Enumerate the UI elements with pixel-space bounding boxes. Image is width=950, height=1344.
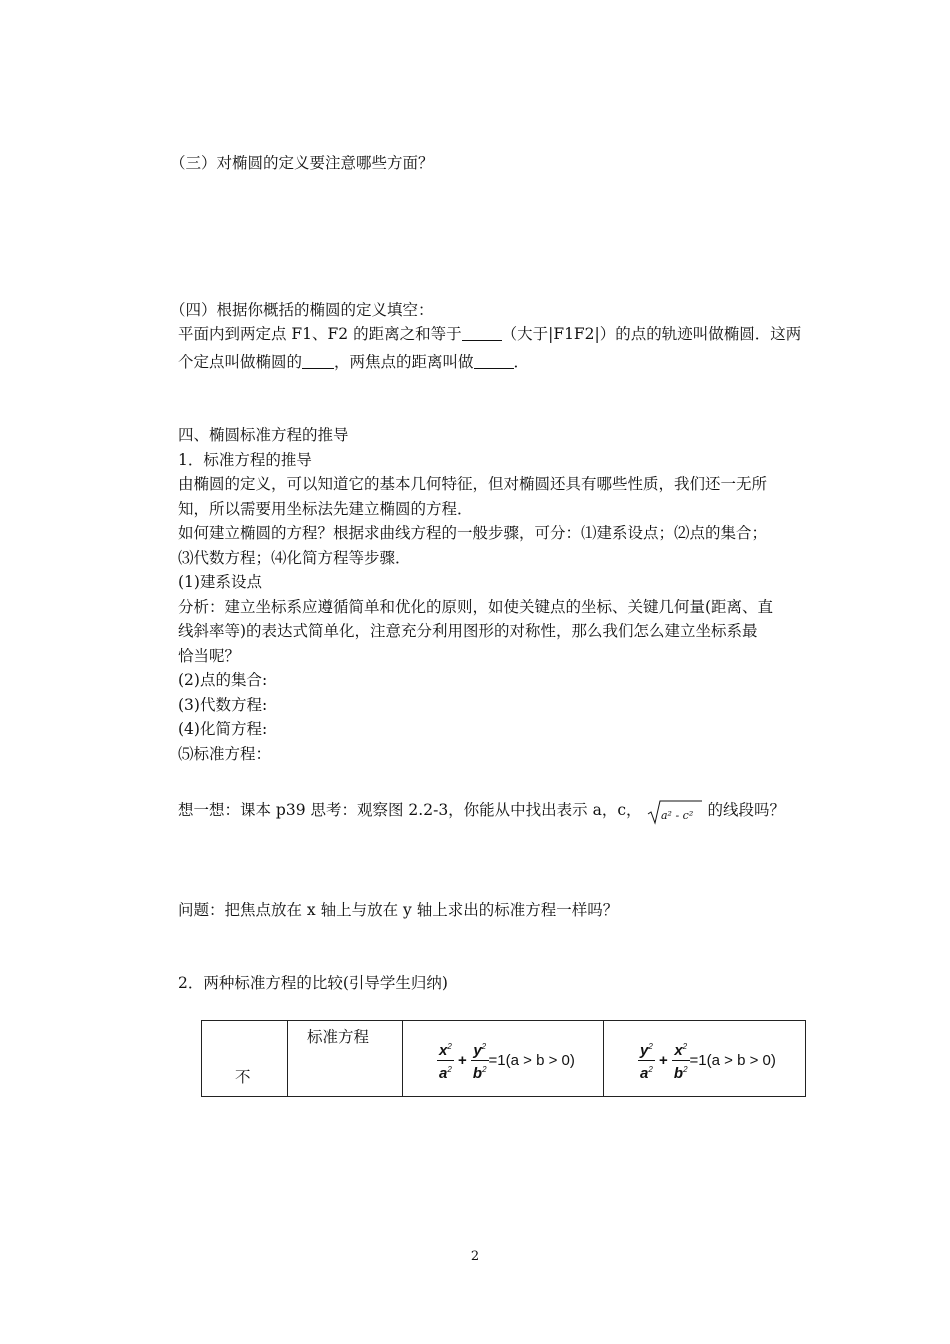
blank-1 [462, 324, 502, 341]
sqrt-expression-icon [646, 797, 704, 827]
svg-text:a² - c²: a² - c² [660, 809, 693, 822]
think-text: 的线段吗？ [707, 801, 786, 819]
question-line: 问题：把焦点放在 x 轴上与放在 y 轴上求出的标准方程一样吗？ [178, 901, 619, 919]
paragraph-line: 由椭圆的定义，可以知道它的基本几何特征，但对椭圆还具有哪些性质，我们还一无所 [178, 475, 768, 493]
analysis-line: 线斜率等)的表达式简单化，注意充分利用图形的对称性，那么我们怎么建立坐标系最 [178, 622, 758, 640]
section-san-heading: （三）对椭圆的定义要注意哪些方面？ [170, 154, 434, 172]
step-5: ⑸标准方程： [178, 744, 272, 763]
step-2: (2)点的集合: [178, 671, 268, 689]
table-cell-label [202, 1021, 288, 1097]
think-line [178, 797, 818, 822]
paragraph-line: 如何建立椭圆的方程？根据求曲线方程的一般步骤，可分：⑴建系设点；⑵点的集合； [178, 524, 768, 542]
fill-text: 个定点叫做椭圆的 [178, 353, 303, 371]
paragraph-line: ⑶代数方程；⑷化简方程等步骤． [178, 548, 411, 567]
comparison-table [201, 1020, 806, 1097]
fill-line-2 [178, 350, 818, 375]
table-cell-header [288, 1021, 403, 1097]
fill-text: （大于|F1F2|）的点的轨迹叫做椭圆．这两 [501, 325, 802, 343]
table-cell-equation-x [403, 1021, 604, 1097]
paragraph-line: 知，所以需要用坐标法先建立椭圆的方程． [178, 499, 473, 518]
derivation-block [178, 423, 818, 766]
blank-2 [302, 352, 334, 369]
cell-text: 不 [235, 1068, 251, 1086]
fill-text: 平面内到两定点 F1、F2 的距离之和等于 [178, 325, 462, 343]
section-si-heading: （四）根据你概括的椭圆的定义填空： [170, 301, 434, 319]
derivation-heading: 四、椭圆标准方程的推导 [178, 426, 349, 444]
think-text: 想一想：课本 p39 思考：观察图 2.2-3，你能从中找出表示 a，c， [178, 801, 642, 819]
fill-text: ，两焦点的距离叫做 [334, 353, 474, 371]
table-cell-equation-y [604, 1021, 806, 1097]
step-1: (1)建系设点 [178, 573, 262, 591]
fill-line-1 [178, 322, 818, 347]
analysis-line: 恰当呢？ [178, 646, 241, 665]
page-number: 2 [470, 1249, 480, 1264]
compare-heading: 2．两种标准方程的比较(引导学生归纳) [178, 974, 448, 992]
step-4: (4)化简方程: [178, 720, 268, 738]
fill-text: ． [513, 353, 530, 371]
derivation-sub1: 1．标准方程的推导 [178, 450, 312, 469]
blank-3 [474, 352, 514, 369]
ellipse-equation-x: $\frac{x^2}{a^2}$ + $\frac{y^2}{b^2}$ =1(a > b > 0) [437, 1038, 575, 1083]
step-3: (3)代数方程: [178, 695, 268, 714]
cell-text: 标准方程 [307, 1028, 370, 1046]
analysis-line: 分析：建立坐标系应遵循简单和优化的原则，如使关键点的坐标、关键几何量(距离、直 [178, 597, 774, 616]
ellipse-equation-y: $\frac{y^2}{a^2}$ + $\frac{x^2}{b^2}$ =1(a > b > 0) [638, 1038, 776, 1083]
